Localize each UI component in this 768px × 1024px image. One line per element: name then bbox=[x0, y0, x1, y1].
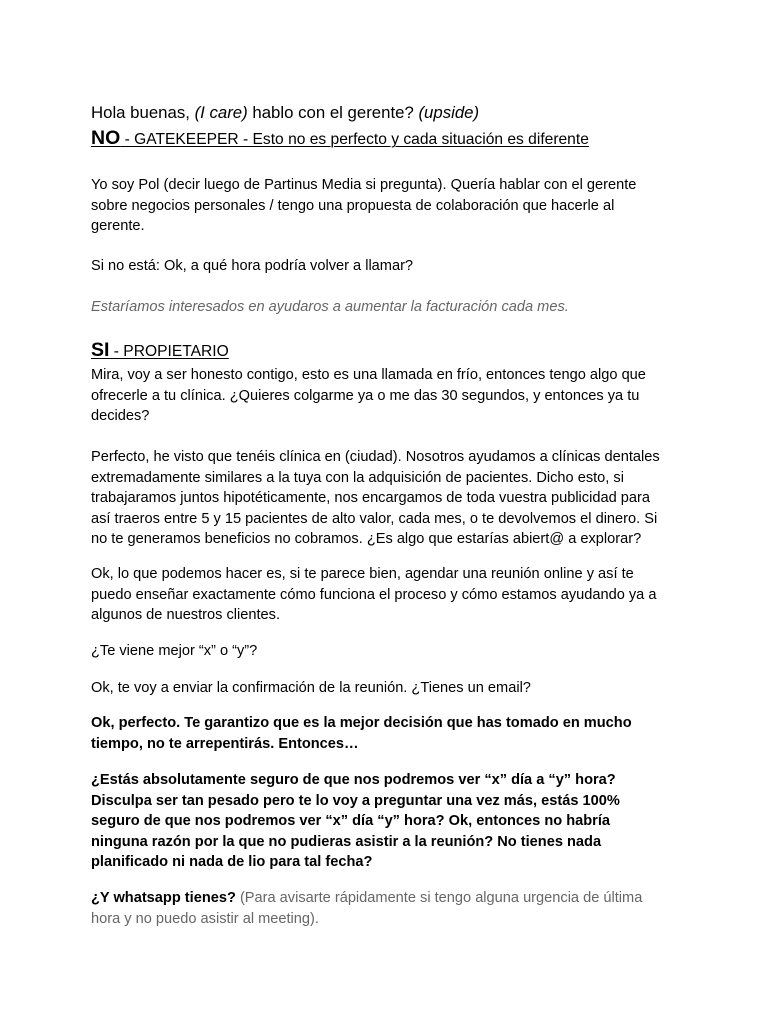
gatekeeper-line: Yo soy Pol (decir luego de Partinus Media si pregunta). Quería hablar con el gerente bbox=[91, 177, 637, 193]
greeting-text-a: Hola buenas, bbox=[91, 103, 195, 122]
owner-pitch-paragraph bbox=[91, 447, 691, 550]
meeting-line: algunos de nuestros clientes. bbox=[91, 607, 281, 624]
whatsapp-paragraph bbox=[91, 888, 691, 929]
si-heading bbox=[91, 339, 229, 363]
gatekeeper-line: sobre negocios personales / tengo una propuesta de colaboración que hacerle al bbox=[91, 197, 615, 214]
greeting-text-b: hablo con el gerente? bbox=[247, 103, 419, 122]
no-heading-rest: - GATEKEEPER - Esto no es perfecto y cada situación es diferente bbox=[120, 131, 589, 148]
whatsapp-line-1 bbox=[91, 888, 691, 909]
confirm-line: planificado ni nada de lio para tal fecha? bbox=[91, 854, 373, 871]
no-heading-big: NO bbox=[91, 127, 121, 149]
whatsapp-reason: (Para avisarte rápidamente si tengo alguna urgencia de última bbox=[235, 890, 643, 906]
document-page bbox=[91, 0, 691, 1024]
meeting-line: Ok, lo que podemos hacer es, si te parece bien, agendar una reunión online y así te bbox=[91, 566, 634, 582]
confirm-paragraph bbox=[91, 770, 691, 873]
si-heading-rest: - PROPIETARIO bbox=[109, 343, 229, 360]
callback-text: Si no está: Ok, a qué hora podría volver a llamar? bbox=[91, 258, 414, 274]
no-heading bbox=[91, 127, 589, 151]
whatsapp-line-2: hora y no puedo asistir al meeting). bbox=[91, 910, 319, 927]
email-text: Ok, te voy a enviar la confirmación de la reunión. ¿Tienes un email? bbox=[91, 680, 531, 696]
guarantee-paragraph bbox=[91, 713, 691, 754]
intro-line: Mira, voy a ser honesto contigo, esto es una llamada en frío, entonces tengo algo que bbox=[91, 367, 646, 383]
intro-line: ofrecerle a tu clínica. ¿Quieres colgarme ya o me das 30 segundos, y entonces ya tu bbox=[91, 387, 640, 404]
meeting-paragraph bbox=[91, 564, 691, 626]
greeting-line bbox=[91, 102, 479, 124]
pitch-line: trabajaramos juntos hipotéticamente, nos encargamos de toda vuestra publicidad para bbox=[91, 490, 650, 507]
pitch-line: extremadamente similares a la tuya con la adquisición de pacientes. Dicho esto, si bbox=[91, 469, 624, 486]
confirm-line: seguro de que nos podremos ver “x” día “y” hora? Ok, entonces no habría bbox=[91, 813, 611, 830]
pitch-line: no te generamos beneficios no cobramos. ¿Es algo que estarías abiert@ a explorar? bbox=[91, 531, 642, 548]
gatekeeper-note bbox=[91, 297, 691, 318]
note-text: Estaríamos interesados en ayudaros a aumentar la facturación cada mes. bbox=[91, 299, 569, 315]
email-paragraph bbox=[91, 678, 691, 699]
pitch-line: Perfecto, he visto que tenéis clínica en (ciudad). Nosotros ayudamos a clínicas dentales bbox=[91, 449, 660, 465]
choice-paragraph bbox=[91, 641, 691, 662]
choice-text: ¿Te viene mejor “x” o “y”? bbox=[91, 643, 258, 659]
owner-intro-paragraph bbox=[91, 365, 691, 427]
si-heading-big: SI bbox=[91, 339, 110, 361]
meeting-line: puedo enseñar exactamente cómo funciona el proceso y cómo estamos ayudando ya a bbox=[91, 586, 657, 603]
gatekeeper-line: gerente. bbox=[91, 218, 145, 235]
confirm-line: Disculpa ser tan pesado pero te lo voy a preguntar una vez más, estás 100% bbox=[91, 792, 620, 809]
whatsapp-question: ¿Y whatsapp tienes? bbox=[91, 890, 236, 906]
guarantee-line: Ok, perfecto. Te garantizo que es la mejor decisión que has tomado en mucho bbox=[91, 715, 632, 731]
pitch-line: así traeros entre 5 y 15 pacientes de alto valor, cada mes, o te devolvemos el dinero. Si bbox=[91, 510, 658, 527]
confirm-line: ¿Estás absolutamente seguro de que nos podremos ver “x” día a “y” hora? bbox=[91, 772, 616, 788]
greeting-upside: (upside) bbox=[418, 103, 480, 122]
gatekeeper-callback bbox=[91, 256, 691, 277]
greeting-i-care: (I care) bbox=[194, 103, 248, 122]
confirm-line: ninguna razón por la que no pudieras asistir a la reunión? No tienes nada bbox=[91, 833, 602, 850]
gatekeeper-paragraph bbox=[91, 175, 691, 237]
intro-line: decides? bbox=[91, 408, 150, 425]
guarantee-line: tiempo, no te arrepentirás. Entonces… bbox=[91, 735, 359, 752]
